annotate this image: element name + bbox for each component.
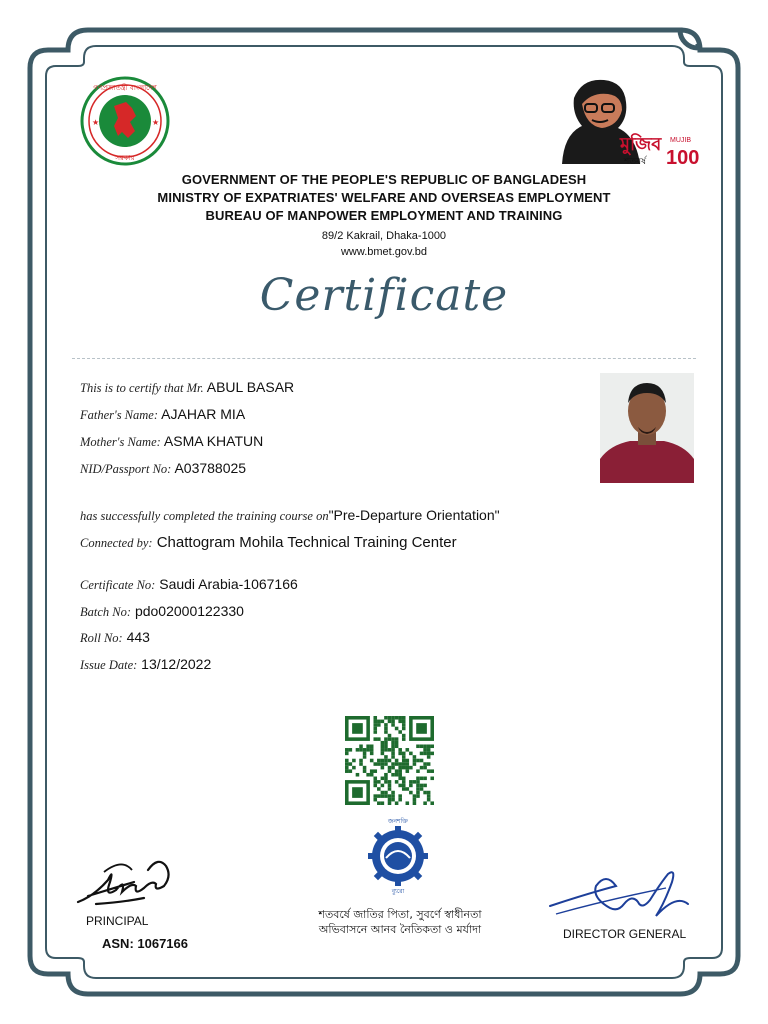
- training-center: Chattogram Mohila Technical Training Center: [156, 534, 457, 551]
- holder-photo: [600, 373, 694, 483]
- issue-date-label: Issue Date:: [80, 658, 138, 672]
- certificate-no-label: Certificate No:: [80, 578, 156, 592]
- connected-row: [80, 534, 457, 551]
- nid-value: A03788025: [174, 460, 247, 476]
- father-name: AJAHAR MIA: [161, 406, 246, 422]
- header-website: www.bmet.gov.bd: [340, 246, 427, 258]
- issue-date: 13/12/2022: [141, 656, 212, 672]
- mujib-100-logo: [552, 74, 700, 169]
- director-general-signature: [546, 864, 696, 926]
- father-label: Father's Name:: [80, 408, 159, 422]
- svg-text:জনশক্তি: জনশক্তি: [387, 818, 409, 825]
- svg-text:★: ★: [152, 118, 160, 127]
- certify-label: This is to certify that Mr.: [80, 381, 204, 395]
- asn-number: ASN: 1067166: [102, 936, 188, 951]
- principal-signature: [74, 852, 180, 910]
- mother-row: [80, 433, 263, 450]
- header-government-title: GOVERNMENT OF THE PEOPLE'S REPUBLIC OF BANGLADESH: [181, 172, 587, 187]
- nid-row: [80, 460, 246, 477]
- header-bureau-title: BUREAU OF MANPOWER EMPLOYMENT AND TRAINING: [205, 208, 563, 223]
- roll-row: [80, 629, 150, 646]
- roll-label: Roll No:: [80, 631, 123, 645]
- svg-text:মুজিব: মুজিব: [620, 134, 662, 155]
- verification-qr-code: [343, 716, 436, 805]
- svg-text:সরকার: সরকার: [115, 154, 135, 162]
- holder-name: ABUL BASAR: [206, 379, 295, 395]
- certificate-no: Saudi Arabia-1067166: [159, 576, 298, 592]
- certify-row: [80, 379, 294, 396]
- certificate-no-row: [80, 576, 298, 593]
- header-address: 89/2 Kakrail, Dhaka-1000: [321, 230, 447, 242]
- course-row: [80, 507, 500, 524]
- government-seal-logo: [78, 76, 172, 166]
- svg-text:★: ★: [92, 118, 100, 127]
- director-general-label: DIRECTOR GENERAL: [563, 927, 687, 941]
- roll-no: 443: [126, 629, 150, 645]
- principal-label: PRINCIPAL: [86, 914, 149, 928]
- header-ministry-title: MINISTRY OF EXPATRIATES' WELFARE AND OVERSEAS EMPLOYMENT: [157, 190, 611, 205]
- bengali-slogan-line1: শতবর্ষে জাতির পিতা, সুবর্ণে স্বাধীনতা: [318, 908, 482, 921]
- batch-row: [80, 603, 244, 620]
- father-row: [80, 406, 245, 423]
- course-name: "Pre-Departure Orientation": [328, 507, 500, 523]
- svg-text:ব্যুরো: ব্যুরো: [391, 888, 405, 895]
- svg-text:শতবর্ষ: শতবর্ষ: [624, 157, 647, 167]
- batch-label: Batch No:: [80, 605, 132, 619]
- svg-text:গণপ্রজাতন্ত্রী বাংলাদেশ: গণপ্রজাতন্ত্রী বাংলাদেশ: [93, 84, 157, 92]
- nid-label: NID/Passport No:: [80, 462, 172, 476]
- bengali-slogan-line2: অভিবাসনে আনব নৈতিকতা ও মর্যাদা: [318, 923, 482, 936]
- issue-date-row: [80, 656, 211, 673]
- svg-text:MUJIB: MUJIB: [670, 137, 691, 144]
- certificate-title: Certificate: [259, 270, 509, 321]
- course-label: has successfully completed the training course on: [80, 509, 329, 523]
- bengali-slogan: [290, 907, 510, 937]
- divider-line: [72, 358, 696, 359]
- bmet-emblem-logo: [362, 814, 434, 894]
- mother-label: Mother's Name:: [80, 435, 161, 449]
- svg-text:100: 100: [666, 147, 700, 169]
- mother-name: ASMA KHATUN: [163, 433, 264, 449]
- batch-no: pdo02000122330: [134, 603, 244, 619]
- connected-label: Connected by:: [80, 536, 153, 550]
